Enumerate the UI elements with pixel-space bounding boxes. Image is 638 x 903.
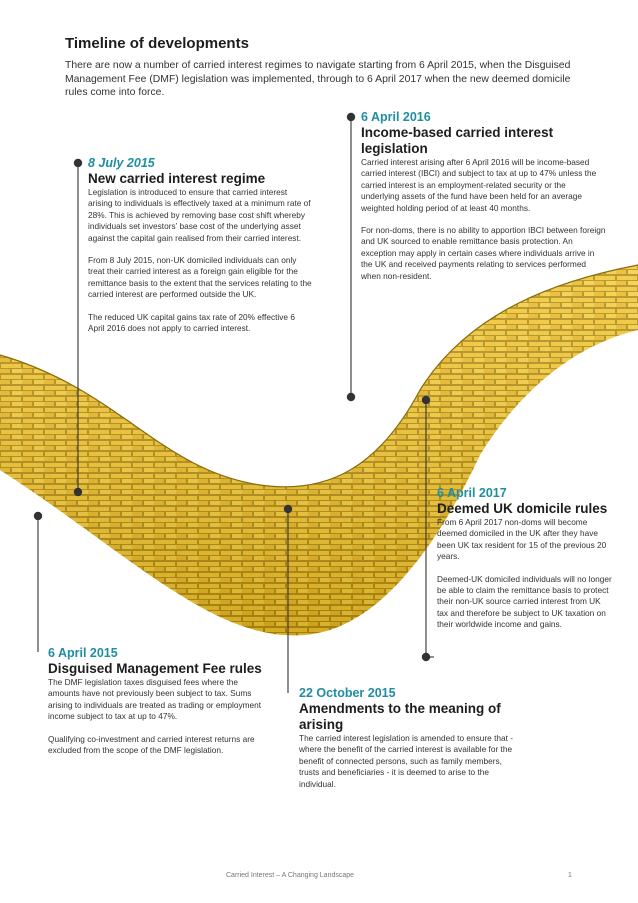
marker-apr2016-top bbox=[347, 113, 355, 121]
event-paragraph: The DMF legislation taxes disguised fees where the amounts have not previously been subject to tax. Sums arising to individuals are treated as trading or employment income subject to tax at up to 47%. bbox=[48, 677, 262, 722]
event-heading: Disguised Management Fee rules bbox=[48, 661, 262, 676]
intro-paragraph: There are now a number of carried interest regimes to navigate starting from 6 April 2015, when the Disguised Management Fee (DMF) legislation was implemented, through to 6 April 2017 when the new deemed domicile rules come into force. bbox=[65, 60, 571, 98]
marker-apr2017-end bbox=[422, 653, 430, 661]
event-paragraph: The carried interest legislation is amended to ensure that - where the benefit of the carried interest is available for the benefit of connected persons, such as family members, trusts and beneficiaries - it is deemed to arise to the individual. bbox=[299, 733, 513, 789]
event-paragraph: Legislation is introduced to ensure that carried interest arising to individuals is effectively taxed at a minimum rate of 28%. This is achieved by removing base cost shift whereby individuals set investors’ base cost of the underlying asset against the capital gain realised from their carried interest. bbox=[88, 187, 311, 243]
event-date: 22 October 2015 bbox=[299, 686, 396, 700]
event-date: 6 April 2017 bbox=[437, 486, 507, 500]
page-number: 1 bbox=[568, 872, 572, 879]
marker-apr2017-road bbox=[422, 396, 430, 404]
event-heading: Deemed UK domicile rules bbox=[437, 501, 608, 516]
event-date: 8 July 2015 bbox=[88, 156, 155, 170]
event-date: 6 April 2016 bbox=[361, 110, 431, 124]
marker-jul2015-road bbox=[74, 488, 82, 496]
event-8-july-2015 bbox=[88, 156, 313, 334]
event-date: 6 April 2015 bbox=[48, 646, 118, 660]
event-paragraph: Qualifying co-investment and carried interest returns are excluded from the scope of the DMF legislation. bbox=[48, 733, 255, 756]
event-heading: Income-based carried interest legislation bbox=[361, 125, 554, 156]
event-22-october-2015 bbox=[299, 686, 514, 790]
event-paragraph: From 6 April 2017 non-doms will become deemed domiciled in the UK after they have been UK tax resident for 15 of the previous 20 years. bbox=[437, 517, 607, 562]
event-paragraph: Deemed-UK domiciled individuals will no longer be able to claim the remittance basis to protect their non-UK source carried interest from UK tax and therefore be subject to UK taxation on their worldwide income and gains. bbox=[437, 573, 612, 630]
event-6-april-2016 bbox=[361, 110, 606, 282]
marker-apr2016-road bbox=[347, 393, 355, 401]
event-paragraph: From 8 July 2015, non-UK domiciled individuals can only treat their carried interest as a foreign gain eligible for the remittance basis to the extent that the services relating to the carried interest are performed outside the UK. bbox=[88, 255, 312, 300]
event-paragraph: Carried interest arising after 6 April 2016 will be income-based carried interest (IBCI) and subject to tax at up to 47% unless the carried interest is an employment-related security or the underlying assets of the fund have been held for an average weighted holding period of at least 40 months. bbox=[361, 157, 597, 213]
event-heading: Amendments to the meaning of arising bbox=[299, 701, 501, 732]
marker-oct2015-road bbox=[284, 505, 292, 513]
event-6-april-2017 bbox=[437, 486, 612, 631]
event-paragraph: For non-doms, there is no ability to apportion IBCI between foreign and UK sourced to enable remittance basis protection. An exception may apply in certain cases where individuals arrive in the UK and received payments relating to services performed when non-resident. bbox=[361, 225, 606, 281]
event-heading: New carried interest regime bbox=[88, 171, 266, 186]
marker-apr2015-road bbox=[34, 512, 42, 520]
footer-title: Carried Interest – A Changing Landscape bbox=[226, 872, 355, 879]
page-title: Timeline of developments bbox=[65, 35, 249, 52]
event-6-april-2015 bbox=[48, 646, 263, 756]
event-paragraph: The reduced UK capital gains tax rate of 20% effective 6 April 2016 does not apply to carried interest. bbox=[88, 311, 295, 334]
marker-jul2015-top bbox=[74, 159, 82, 167]
